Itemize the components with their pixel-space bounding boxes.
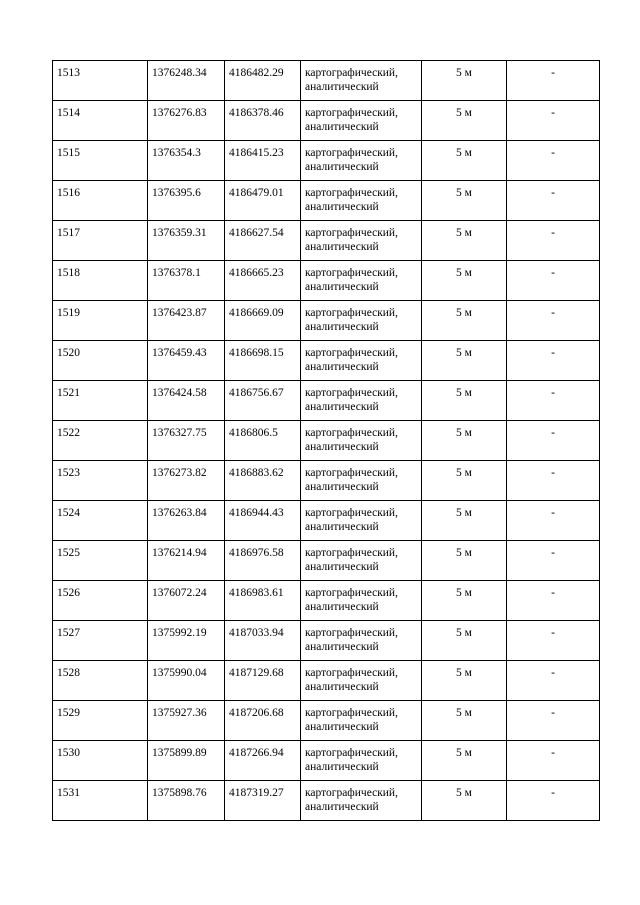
- method-cell: [301, 61, 422, 101]
- point-number-cell: 1515: [53, 141, 148, 181]
- method-line-1: картографический,: [305, 347, 398, 359]
- accuracy-cell: 5 м: [422, 541, 507, 581]
- method-line-2: аналитический: [305, 401, 379, 413]
- extra-cell: -: [507, 301, 600, 341]
- coordinates-table: [52, 60, 600, 821]
- x-coordinate-cell: 1376327.75: [148, 421, 225, 461]
- method-line-1: картографический,: [305, 227, 398, 239]
- x-coordinate-cell: 1376378.1: [148, 261, 225, 301]
- table-row: [53, 221, 600, 261]
- point-number-cell: 1527: [53, 621, 148, 661]
- point-number-cell: 1524: [53, 501, 148, 541]
- accuracy-cell: 5 м: [422, 341, 507, 381]
- point-number-cell: 1513: [53, 61, 148, 101]
- y-coordinate-cell: 4186669.09: [225, 301, 301, 341]
- method-line-2: аналитический: [305, 241, 379, 253]
- extra-cell: -: [507, 381, 600, 421]
- method-line-1: картографический,: [305, 427, 398, 439]
- table-row: [53, 141, 600, 181]
- method-cell: [301, 621, 422, 661]
- method-line-2: аналитический: [305, 361, 379, 373]
- table-row: [53, 701, 600, 741]
- accuracy-cell: 5 м: [422, 61, 507, 101]
- table-row: [53, 741, 600, 781]
- y-coordinate-cell: 4186976.58: [225, 541, 301, 581]
- method-line-2: аналитический: [305, 801, 379, 813]
- x-coordinate-cell: 1375898.76: [148, 781, 225, 821]
- accuracy-cell: 5 м: [422, 781, 507, 821]
- accuracy-cell: 5 м: [422, 581, 507, 621]
- y-coordinate-cell: 4186983.61: [225, 581, 301, 621]
- method-cell: [301, 221, 422, 261]
- table-row: [53, 261, 600, 301]
- point-number-cell: 1528: [53, 661, 148, 701]
- point-number-cell: 1518: [53, 261, 148, 301]
- extra-cell: -: [507, 541, 600, 581]
- method-line-1: картографический,: [305, 587, 398, 599]
- method-line-1: картографический,: [305, 707, 398, 719]
- y-coordinate-cell: 4186756.67: [225, 381, 301, 421]
- table-row: [53, 421, 600, 461]
- extra-cell: -: [507, 261, 600, 301]
- method-line-2: аналитический: [305, 481, 379, 493]
- method-line-1: картографический,: [305, 387, 398, 399]
- table-row: [53, 301, 600, 341]
- accuracy-cell: 5 м: [422, 421, 507, 461]
- accuracy-cell: 5 м: [422, 461, 507, 501]
- x-coordinate-cell: 1375992.19: [148, 621, 225, 661]
- method-line-2: аналитический: [305, 641, 379, 653]
- x-coordinate-cell: 1376276.83: [148, 101, 225, 141]
- method-line-1: картографический,: [305, 267, 398, 279]
- point-number-cell: 1531: [53, 781, 148, 821]
- accuracy-cell: 5 м: [422, 141, 507, 181]
- method-cell: [301, 141, 422, 181]
- method-line-2: аналитический: [305, 321, 379, 333]
- coordinates-table-body: [53, 61, 600, 821]
- y-coordinate-cell: 4186415.23: [225, 141, 301, 181]
- x-coordinate-cell: 1375927.36: [148, 701, 225, 741]
- point-number-cell: 1522: [53, 421, 148, 461]
- table-row: [53, 61, 600, 101]
- y-coordinate-cell: 4187129.68: [225, 661, 301, 701]
- table-row: [53, 181, 600, 221]
- extra-cell: -: [507, 61, 600, 101]
- method-cell: [301, 781, 422, 821]
- method-line-2: аналитический: [305, 81, 379, 93]
- method-line-1: картографический,: [305, 307, 398, 319]
- method-cell: [301, 301, 422, 341]
- extra-cell: -: [507, 181, 600, 221]
- method-cell: [301, 701, 422, 741]
- y-coordinate-cell: 4186883.62: [225, 461, 301, 501]
- x-coordinate-cell: 1376459.43: [148, 341, 225, 381]
- table-row: [53, 621, 600, 661]
- extra-cell: -: [507, 581, 600, 621]
- extra-cell: -: [507, 141, 600, 181]
- method-line-1: картографический,: [305, 67, 398, 79]
- method-line-2: аналитический: [305, 761, 379, 773]
- method-line-2: аналитический: [305, 441, 379, 453]
- point-number-cell: 1526: [53, 581, 148, 621]
- x-coordinate-cell: 1376395.6: [148, 181, 225, 221]
- y-coordinate-cell: 4186482.29: [225, 61, 301, 101]
- accuracy-cell: 5 м: [422, 381, 507, 421]
- method-line-2: аналитический: [305, 601, 379, 613]
- x-coordinate-cell: 1376424.58: [148, 381, 225, 421]
- accuracy-cell: 5 м: [422, 621, 507, 661]
- method-line-2: аналитический: [305, 281, 379, 293]
- method-line-2: аналитический: [305, 721, 379, 733]
- accuracy-cell: 5 м: [422, 181, 507, 221]
- x-coordinate-cell: 1376072.24: [148, 581, 225, 621]
- y-coordinate-cell: 4187266.94: [225, 741, 301, 781]
- extra-cell: -: [507, 781, 600, 821]
- method-line-2: аналитический: [305, 121, 379, 133]
- method-cell: [301, 181, 422, 221]
- accuracy-cell: 5 м: [422, 261, 507, 301]
- accuracy-cell: 5 м: [422, 221, 507, 261]
- y-coordinate-cell: 4186944.43: [225, 501, 301, 541]
- method-line-1: картографический,: [305, 547, 398, 559]
- method-cell: [301, 461, 422, 501]
- y-coordinate-cell: 4187319.27: [225, 781, 301, 821]
- accuracy-cell: 5 м: [422, 661, 507, 701]
- method-cell: [301, 421, 422, 461]
- point-number-cell: 1520: [53, 341, 148, 381]
- point-number-cell: 1523: [53, 461, 148, 501]
- x-coordinate-cell: 1376263.84: [148, 501, 225, 541]
- y-coordinate-cell: 4186627.54: [225, 221, 301, 261]
- method-line-1: картографический,: [305, 187, 398, 199]
- x-coordinate-cell: 1376423.87: [148, 301, 225, 341]
- accuracy-cell: 5 м: [422, 501, 507, 541]
- accuracy-cell: 5 м: [422, 301, 507, 341]
- extra-cell: -: [507, 701, 600, 741]
- extra-cell: -: [507, 421, 600, 461]
- point-number-cell: 1521: [53, 381, 148, 421]
- method-line-2: аналитический: [305, 521, 379, 533]
- method-line-1: картографический,: [305, 787, 398, 799]
- method-line-2: аналитический: [305, 201, 379, 213]
- table-row: [53, 381, 600, 421]
- table-row: [53, 661, 600, 701]
- x-coordinate-cell: 1375990.04: [148, 661, 225, 701]
- method-cell: [301, 101, 422, 141]
- extra-cell: -: [507, 501, 600, 541]
- x-coordinate-cell: 1375899.89: [148, 741, 225, 781]
- method-line-1: картографический,: [305, 627, 398, 639]
- method-cell: [301, 261, 422, 301]
- y-coordinate-cell: 4186806.5: [225, 421, 301, 461]
- y-coordinate-cell: 4186698.15: [225, 341, 301, 381]
- method-line-1: картографический,: [305, 467, 398, 479]
- point-number-cell: 1525: [53, 541, 148, 581]
- table-row: [53, 541, 600, 581]
- point-number-cell: 1514: [53, 101, 148, 141]
- method-cell: [301, 741, 422, 781]
- table-row: [53, 781, 600, 821]
- table-row: [53, 461, 600, 501]
- method-line-1: картографический,: [305, 507, 398, 519]
- point-number-cell: 1517: [53, 221, 148, 261]
- point-number-cell: 1529: [53, 701, 148, 741]
- extra-cell: -: [507, 621, 600, 661]
- x-coordinate-cell: 1376354.3: [148, 141, 225, 181]
- extra-cell: -: [507, 461, 600, 501]
- table-row: [53, 581, 600, 621]
- y-coordinate-cell: 4186665.23: [225, 261, 301, 301]
- method-line-2: аналитический: [305, 681, 379, 693]
- method-cell: [301, 661, 422, 701]
- method-cell: [301, 501, 422, 541]
- extra-cell: -: [507, 101, 600, 141]
- method-line-2: аналитический: [305, 561, 379, 573]
- table-row: [53, 501, 600, 541]
- y-coordinate-cell: 4187033.94: [225, 621, 301, 661]
- point-number-cell: 1530: [53, 741, 148, 781]
- x-coordinate-cell: 1376248.34: [148, 61, 225, 101]
- extra-cell: -: [507, 341, 600, 381]
- method-line-1: картографический,: [305, 747, 398, 759]
- method-line-2: аналитический: [305, 161, 379, 173]
- extra-cell: -: [507, 741, 600, 781]
- point-number-cell: 1516: [53, 181, 148, 221]
- point-number-cell: 1519: [53, 301, 148, 341]
- method-cell: [301, 341, 422, 381]
- y-coordinate-cell: 4186479.01: [225, 181, 301, 221]
- table-row: [53, 101, 600, 141]
- extra-cell: -: [507, 221, 600, 261]
- accuracy-cell: 5 м: [422, 741, 507, 781]
- method-cell: [301, 581, 422, 621]
- x-coordinate-cell: 1376214.94: [148, 541, 225, 581]
- method-cell: [301, 381, 422, 421]
- method-line-1: картографический,: [305, 147, 398, 159]
- method-cell: [301, 541, 422, 581]
- accuracy-cell: 5 м: [422, 701, 507, 741]
- x-coordinate-cell: 1376273.82: [148, 461, 225, 501]
- y-coordinate-cell: 4187206.68: [225, 701, 301, 741]
- table-row: [53, 341, 600, 381]
- extra-cell: -: [507, 661, 600, 701]
- accuracy-cell: 5 м: [422, 101, 507, 141]
- y-coordinate-cell: 4186378.46: [225, 101, 301, 141]
- x-coordinate-cell: 1376359.31: [148, 221, 225, 261]
- method-line-1: картографический,: [305, 667, 398, 679]
- method-line-1: картографический,: [305, 107, 398, 119]
